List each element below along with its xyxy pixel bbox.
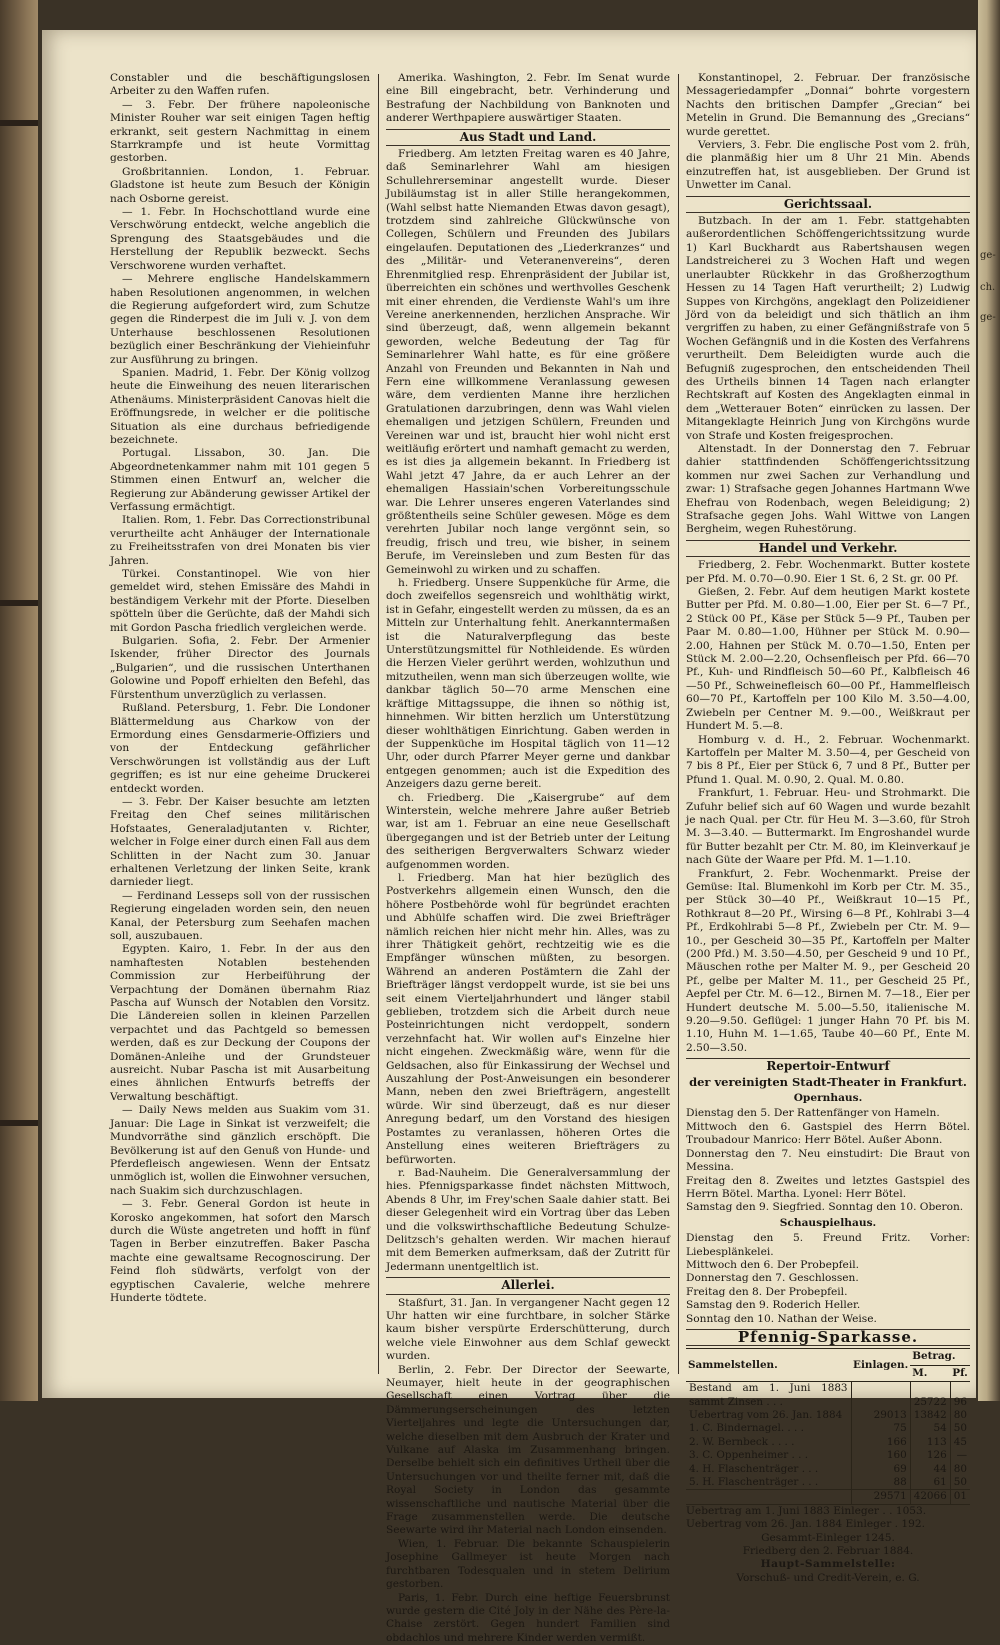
- table-row: [686, 1449, 970, 1462]
- table-header-row: [686, 1349, 970, 1365]
- footer-line: Gesammt-Einleger 1245.: [686, 1532, 970, 1545]
- article-paragraph: Friedberg. Am letzten Freitag waren es 40 Jahre, daß Seminarlehrer Wahl am hiesigen Schullehrerseminar angestellt wurde. Dieser Jubiläumstag ist in aller Stille herangekommen, (Wahl selbst hatte Niemanden Etwas davon gesagt), trotzdem sind zahlreiche Glückwünsche von Collegen, Schülern und Freunden des Jubilars eingelaufen. Deputationen des „Liederkranzes“ und des „Militär- und Veteranenvereins“, deren Ehrenmitglied resp. Ehrenpräsident der Jubilar ist, überreichten ein schönes und werthvolles Geschenk mit einer ehrenden, die Verdienste Wahl's um ihre Vereine anerkennenden, herzlichen Ansprache. Wir sind überzeugt, daß, wenn allgemein bekannt geworden, welche Bedeutung der Tag für Seminarlehrer Wahl hatte, es für eine größere Anzahl von Freunden und Bekannten in Nah und Fern eine willkommene Veranlassung gewesen wäre, dem verdienten Manne ihre herzlichen Gratulationen darzubringen, denn was Wahl vielen ehemaligen und jetzigen Schülern, Freunden und Vereinen war und ist, braucht hier wohl nicht erst weitläufig erörtert und namhaft gemacht zu werden, es ist dies ja allgemein bekannt. In Friedberg ist Wahl jetzt 47 Jahre, da er auch Lehrer an der ehemaligen Hassiain'schen Vorbereitungsschule war. Die Lehrer unseres engeren Vaterlandes sind größtentheils seine Schüler gewesen. Möge es dem verehrten Jubilar noch lange vergönnt sein, so freudig, frisch und treu, wie bisher, in seinem Berufe, im Vereinsleben und zum Besten für das Gemeinwohl zu wirken und zu schaffen.: [386, 148, 670, 577]
- table-cell: [851, 1382, 910, 1409]
- opera-heading: Opernhaus.: [686, 1092, 970, 1105]
- table-cell: 1. C. Bindernagel. . . .: [686, 1422, 851, 1435]
- article-paragraph: — 3. Febr. Der Kaiser besuchte am letzten Freitag den Chef seines militärischen Hofstaates, Generaladjutanten v. Richter, welcher in Folge einer durch einen Fall aus dem Schlitten in der Nacht zum 30. Januar erhaltenen Verletzung der linken Seite, krank darnieder liegt.: [110, 796, 370, 890]
- table-row: [686, 1436, 970, 1449]
- spine-band: [0, 120, 38, 126]
- theater-subheading: der vereinigten Stadt-Theater in Frankfurt.: [686, 1075, 970, 1090]
- savings-table: [686, 1348, 970, 1504]
- table-row: [686, 1476, 970, 1490]
- column-rule: [678, 74, 679, 1374]
- market-report: Homburg v. d. H., 2. Februar. Wochenmarkt. Kartoffeln per Malter M. 3.50—4, per Gescheid von 7 bis 8 Pf., Eier per Stück 6, 7 und 8 Pf., Butter per Pfund 1. Qual. M. 0.90, 2. Qual. M. 0.80.: [686, 734, 970, 788]
- table-cell: 61: [910, 1476, 950, 1490]
- table-sum-row: [686, 1490, 970, 1504]
- table-cell: 29571: [851, 1490, 910, 1504]
- article-paragraph: Constabler und die beschäftigungslosen Arbeiter zu den Waffen rufen.: [110, 72, 370, 99]
- book-spine: [0, 0, 38, 1401]
- program-line: Samstag den 9. Roderich Heller.: [686, 1299, 970, 1312]
- program-line: Dienstag den 5. Freund Fritz. Vorher: Liebesplänkelei.: [686, 1232, 970, 1259]
- edge-fragment: ge-: [980, 312, 996, 323]
- section-heading: Gerichtssaal.: [686, 196, 970, 213]
- savings-footer: [686, 1505, 970, 1585]
- section-heading: Handel und Verkehr.: [686, 540, 970, 557]
- article-paragraph: — 3. Febr. Der frühere napoleonische Minister Rouher war seit einigen Tagen heftig erkrankt, seit gestern Nachmittag in einem Starrkrampfe und ist heute Vormittag gestorben.: [110, 99, 370, 166]
- table-cell: Bestand am 1. Juni 1883 sammt Zinsen . . .: [686, 1382, 851, 1409]
- edge-fragment: ch.: [980, 282, 995, 293]
- table-row: [686, 1463, 970, 1476]
- article-paragraph: Egypten. Kairo, 1. Febr. In der aus den namhaftesten Notablen bestehenden Commission zur Herbeiführung der Verpachtung der Domänen übernahm Riaz Pascha auf Wunsch der Notablen den Vorsitz. Die Ländereien sollen in kleinen Parzellen verpachtet und das Pachtgeld so bemessen werden, daß es zur Deckung der Coupons der Domänen-Anleihe und der Grundsteuer ausreicht. Nubar Pascha ist mit Ausarbeitung eines ähnlichen Entwurfs betreffs der Verwaltung beschäftigt.: [110, 943, 370, 1104]
- article-paragraph: — Ferdinand Lesseps soll von der russischen Regierung eingeladen worden sein, den neuen Kanal, der Petersburg zum Seehafen machen soll, auszubauen.: [110, 890, 370, 944]
- footer-line: Uebertrag vom 26. Jan. 1884 Einleger . 192.: [686, 1518, 970, 1531]
- article-paragraph: Amerika. Washington, 2. Febr. Im Senat wurde eine Bill eingebracht, betr. Verhinderung und Bestrafung der Nachbildung von Banknoten und anderer Werthpapiere auswärtiger Staaten.: [386, 72, 670, 126]
- article-paragraph: — Mehrere englische Handelskammern haben Resolutionen angenommen, in welchen die Regierung aufgefordert wird, zum Schutze gegen die Rinderpest die im Juli v. J. von dem Unterhause beschlossenen Resolutionen bezüglich einer Beschränkung der Viehieinfuhr zur Ausführung zu bringen.: [110, 273, 370, 367]
- play-heading: Schauspielhaus.: [686, 1217, 970, 1230]
- table-cell: 80: [950, 1409, 970, 1422]
- program-line: Mittwoch den 6. Der Probepfeil.: [686, 1259, 970, 1272]
- article-paragraph: Türkei. Constantinopel. Wie von hier gemeldet wird, stehen Emissäre des Mahdi in beständigem Verkehr mit der Pforte. Dieselben spötteln über die Gerüchte, daß der Mahdi sich mit Gordon Pascha friedlich vergleichen werde.: [110, 568, 370, 635]
- table-cell: 50: [950, 1422, 970, 1435]
- spine-band: [0, 1120, 38, 1126]
- table-cell: [686, 1490, 851, 1504]
- table-cell: 25722: [910, 1382, 950, 1409]
- article-paragraph: Konstantinopel, 2. Februar. Der französische Messageriedampfer „Donnai“ bohrte vorgestern Nachts den britischen Dampfer „Grecian“ bei Metelin in Grund. Die Bemannung des „Grecians“ wurde gerettet.: [686, 72, 970, 139]
- table-row: [686, 1422, 970, 1435]
- article-paragraph: Staßfurt, 31. Jan. In vergangener Nacht gegen 12 Uhr hatten wir eine furchtbare, in solcher Stärke kaum bisher verspürte Erderschütterung, durch welche viele Einwohner aus dem Schlaf geweckt wurden.: [386, 1297, 670, 1364]
- article-paragraph: Berlin, 2. Febr. Der Director der Seewarte, Neumayer, hielt heute in der geographischen Gesellschaft einen Vortrag über die Dämmerungserscheinungen des letzten Vierteljahres und legte die Untersuchungen dar, welche dieselben mit dem Ausbruch der Krater und Vulkane auf Alaska im Zusammenhang bringen. Derselbe behielt sich ein definitives Urtheil über die Untersuchungen vor und theilte ferner mit, daß die Royal Society in London das gesammte wissenschaftliche und nautische Material über die Frage zusammenstellen werde. Die deutsche Seewarte wird ihr Material nach London einsenden.: [386, 1364, 670, 1538]
- table-cell: 50: [950, 1476, 970, 1490]
- program-line: Mittwoch den 6. Gastspiel des Herrn Bötel. Troubadour Manrico: Herr Bötel. Außer Abonn.: [686, 1121, 970, 1148]
- table-row: [686, 1382, 970, 1409]
- column-1: [110, 72, 370, 1382]
- table-cell: 160: [851, 1449, 910, 1462]
- article-paragraph: ch. Friedberg. Die „Kaisergrube“ auf dem Winterstein, welche mehrere Jahre außer Betrieb war, ist am 1. Februar an eine neue Gesellschaft übergegangen und ist der Betrieb unter der Leitung des seitherigen Bergverwalters Schwarz wieder aufgenommen worden.: [386, 792, 670, 872]
- article-paragraph: Butzbach. In der am 1. Febr. stattgehabten außerordentlichen Schöffengerichtssitzung wurde 1) Karl Buckhardt aus Rabertshausen wegen Landstreicherei zu 3 Wochen Haft und wegen unerlaubter Rückkehr in das Großherzogthum Hessen zu 14 Tagen Haft verurtheilt; 2) Ludwig Suppes von Kirchgöns, angeklagt den Polizeidiener Jörd von da beleidigt und sich thätlich an ihm vergriffen zu haben, zu einer Gefängnißstrafe von 5 Wochen Gefängniß und in die Kosten des Verfahrens verurtheilt. Dem Beleidigten wurde auch die Befugniß zugesprochen, den entscheidenden Theil des Urtheils binnen 14 Tagen nach erlangter Rechtskraft auf Kosten des Angeklagten einmal in dem „Wetterauer Boten“ einrücken zu lassen. Der Mitangeklagte Heinrich Jung von Kirchgöns wurde von Strafe und Kosten freigesprochen.: [686, 215, 970, 443]
- program-line: Freitag den 8. Der Probepfeil.: [686, 1286, 970, 1299]
- program-line: Donnerstag den 7. Neu einstudirt: Die Braut von Messina.: [686, 1148, 970, 1175]
- footer-line: Uebertrag am 1. Juni 1883 Einleger . . 1053.: [686, 1505, 970, 1518]
- table-cell: 44: [910, 1463, 950, 1476]
- table-cell: 126: [910, 1449, 950, 1462]
- article-paragraph: — 3. Febr. General Gordon ist heute in Korosko angekommen, hat sofort den Marsch durch die Wüste angetreten und hofft in fünf Tagen in Berber einzutreffen. Baker Pascha machte eine gewaltsame Recognoscirung. Der Feind floh südwärts, verfolgt von der egyptischen Cavalerie, welche mehrere Hunderte tödtete.: [110, 1198, 370, 1305]
- program-line: Donnerstag den 7. Geschlossen.: [686, 1272, 970, 1285]
- program-line: Samstag den 9. Siegfried. Sonntag den 10. Oberon.: [686, 1201, 970, 1214]
- table-cell: 01: [950, 1490, 970, 1504]
- opera-program: [686, 1107, 970, 1214]
- table-cell: 69: [851, 1463, 910, 1476]
- spine-band: [0, 600, 38, 606]
- play-program: [686, 1232, 970, 1326]
- article-paragraph: Paris, 1. Febr. Durch eine heftige Feuersbrunst wurde gestern die Cité Joly in der Nähe des Père-la-Chaise zerstört. Gegen hundert Familien sind obdachlos und mehrere Kinder werden vermißt.: [386, 1592, 670, 1645]
- table-cell: 13842: [910, 1409, 950, 1422]
- footer-line: Haupt-Sammelstelle:: [686, 1558, 970, 1571]
- table-cell: 96: [950, 1382, 970, 1409]
- program-line: Freitag den 8. Zweites und letztes Gastspiel des Herrn Bötel. Martha. Lyonel: Herr Bötel.: [686, 1175, 970, 1202]
- table-cell: 3. C. Oppenheimer . . .: [686, 1449, 851, 1462]
- column-3: [686, 72, 970, 1382]
- table-row: [686, 1409, 970, 1422]
- article-paragraph: Verviers, 3. Febr. Die englische Post vom 2. früh, die planmäßig hier um 8 Uhr 21 Min. Abends einzutreffen hat, ist ausgeblieben. Der Grund ist Unwetter im Canal.: [686, 139, 970, 193]
- market-report: Gießen, 2. Febr. Auf dem heutigen Markt kostete Butter per Pfd. M. 0.80—1.00, Eier per St. 6—7 Pf., 2 Stück 00 Pf., Käse per Stück 5—9 Pf., Tauben per Paar M. 0.80—1.00, Hühner per Stück M. 0.90—2.00, Hahnen per Stück M. 0.70—1.50, Enten per Stück M. 2.00—2.20, Ochsenfleisch per Pfd. 66—70 Pf., Kuh- und Rindfleisch 50—60 Pf., Kalbfleisch 46—50 Pf., Schweinefleisch 60—00 Pf., Hammelfleisch 60—70 Pf., Kartoffeln per 100 Kilo M. 3.50—4.00, Zwiebeln per Centner M. 9.—00., Weißkraut per Hundert M. 5.—8.: [686, 586, 970, 733]
- article-paragraph: Rußland. Petersburg, 1. Febr. Die Londoner Blättermeldung aus Charkow von der Ermordung eines Gensdarmerie-Offiziers und von der Entdeckung gefährlicher Verschwörungen ist vollständig aus der Luft gegriffen; es ist nur eine geheime Druckerei entdeckt worden.: [110, 702, 370, 796]
- table-cell: 42066: [910, 1490, 950, 1504]
- table-cell: 5. H. Flaschenträger . . .: [686, 1476, 851, 1490]
- table-cell: 75: [851, 1422, 910, 1435]
- program-line: Dienstag den 5. Der Rattenfänger von Hameln.: [686, 1107, 970, 1120]
- article-paragraph: Wien, 1. Februar. Die bekannte Schauspielerin Josephine Gallmeyer ist heute Morgen nach furchtbaren Todesqualen und in stetem Delirium gestorben.: [386, 1538, 670, 1592]
- market-report: Frankfurt, 2. Febr. Wochenmarkt. Preise der Gemüse: Ital. Blumenkohl im Korb per Ctr. M. 35., per Stück 30—40 Pf., Weißkraut 10—15 Pf., Rothkraut 8—20 Pf., Wirsing 6—8 Pf., Kohlrabi 3—4 Pf., Erdkohlrabi 5—8 Pf., Zwiebeln per Ctr. M. 9—10., per Gescheid 30—35 Pf., Kartoffeln per Malter (200 Pfd.) M. 3.50—4.50, per Gescheid 9 und 10 Pf., Mäuschen rothe per Malter M. 9., per Gescheid 20 Pf., gelbe per Malter M. 11., per Gescheid 25 Pf., Aepfel per Ctr. M. 6—12., Birnen M. 7—18., Eier per Hundert deutsche M. 5.00—5.50, italienische M. 9.20—9.50. Geflügel: 1 junger Hahn 70 Pf. bis M. 1.10, Huhn M. 1—1.65, Taube 40—60 Pf., Ente M. 2.50—3.50.: [686, 868, 970, 1056]
- article-paragraph: r. Bad-Nauheim. Die Generalversammlung der hies. Pfennigsparkasse findet nächsten Mittwoch, Abends 8 Uhr, im Frey'schen Saale dahier statt. Bei dieser Gelegenheit wird ein Vortrag über das Leben und die volkswirthschaftliche Bedeutung Schulze-Delitzsch's gehalten werden. Wir machen hierauf mit dem Bemerken aufmerksam, daß der Zutritt für Jedermann unentgeltlich ist.: [386, 1167, 670, 1274]
- market-report: Friedberg, 2. Febr. Wochenmarkt. Butter kostete per Pfd. M. 0.70—0.90. Eier 1 St. 6, 2 St. gr. 00 Pf.: [686, 559, 970, 586]
- article-paragraph: h. Friedberg. Unsere Suppenküche für Arme, die doch zweifellos segensreich und wohlthätig wirkt, ist in Gefahr, eingestellt werden zu müssen, da es an Mitteln zur Unterhaltung fehlt. Anerkanntermaßen ist die Naturalverpflegung das beste Unterstützungsmittel für Nothleidende. Es würden die Herzen Vieler gerührt werden, wohlzuthun und mitzutheilen, wenn man sich überzeugen wollte, wie dankbar täglich 50—70 arme Menschen eine kräftige Mittagssuppe, die ihnen so nöthig ist, hinnehmen. Wir bitten herzlich um Unterstützung dieser wohlthätigen Einrichtung. Gaben werden in der Suppenküche im Hospital täglich von 11—12 Uhr, oder durch Pfarrer Meyer gerne und dankbar entgegen genommen; auch ist die Expedition des Anzeigers dazu gerne bereit.: [386, 577, 670, 792]
- table-cell: 4. H. Flaschenträger . . .: [686, 1463, 851, 1476]
- table-cell: 113: [910, 1436, 950, 1449]
- footer-line: Vorschuß- und Credit-Verein, e. G.: [686, 1572, 970, 1585]
- column-2: [386, 72, 670, 1382]
- section-heading: Aus Stadt und Land.: [386, 129, 670, 146]
- article-paragraph: Italien. Rom, 1. Febr. Das Correctionstribunal verurtheilte acht Anhäuger der Internationale zu Freiheitsstrafen von drei Monaten bis vier Jahren.: [110, 514, 370, 568]
- table-cell: 45: [950, 1436, 970, 1449]
- program-line: Sonntag den 10. Nathan der Weise.: [686, 1313, 970, 1326]
- table-header: Betrag.: [910, 1349, 970, 1365]
- table-cell: 88: [851, 1476, 910, 1490]
- savings-heading: Pfennig-Sparkasse.: [686, 1329, 970, 1346]
- article-paragraph: l. Friedberg. Man hat hier bezüglich des Postverkehrs allgemein einen Wunsch, den die höhere Postbehörde wohl für begründet erachten und Abhülfe schaffen wird. Die zwei Briefträger nämlich reichen hier nicht mehr hin. Alles, was zu ihrer Thätigkeit gehört, rechtzeitig wie es die Empfänger wünschen müßten, zu besorgen. Während an anderen Postämtern die Zahl der Briefträger längst verdoppelt wurde, ist sie bei uns seit einem Vierteljahrhundert und länger stabil geblieben, trotzdem sich die Arbeit durch neue Posteinrichtungen nicht verdoppelt, sondern verzehnfacht hat. Wir wollen auf's Einzelne hier nicht eingehen. Zweckmäßig wäre, wenn für die Geldsachen, also für Einkassirung der Wechsel und Auszahlung der Post-Anweisungen ein besonderer Mann, neben den zwei Briefträgern, angestellt würde. Wir sind überzeugt, daß es nur dieser Anregung bedarf, um den Vorstand des hiesigen Postamtes zu veranlassen, höheren Ortes die Anstellung eines weiteren Briefträgers zu befürworten.: [386, 872, 670, 1167]
- table-cell: Uebertrag vom 26. Jan. 1884: [686, 1409, 851, 1422]
- table-header: Einlagen.: [851, 1349, 910, 1382]
- footer-line: Friedberg den 2. Februar 1884.: [686, 1545, 970, 1558]
- table-cell: 29013: [851, 1409, 910, 1422]
- column-rule: [378, 74, 379, 1374]
- article-paragraph: Altenstadt. In der Donnerstag den 7. Februar dahier stattfindenden Schöffengerichtssitzung kommen nur zwei Sachen zur Verhandlung und zwar: 1) Strafsache gegen Johannes Hartmann Wwe Ehefrau von Rodenbach, wegen Beleidigung; 2) Strafsache gegen Johs. Wahl Wittwe von Langen Bergheim, wegen Ruhestörung.: [686, 443, 970, 537]
- market-report: Frankfurt, 1. Februar. Heu- und Strohmarkt. Die Zufuhr belief sich auf 60 Wagen und wurde bezahlt je nach Qual. per Ctr. für Heu M. 3—3.60, für Stroh M. 3—3.40. — Buttermarkt. Im Engroshandel wurde für Butter bezahlt per Ctr. M. 80, im Kleinverkauf je nach Güte der Waare per Pfd. M. 1—1.10.: [686, 787, 970, 867]
- table-cell: 54: [910, 1422, 950, 1435]
- next-page-edge: [978, 0, 1000, 1401]
- article-paragraph: — 1. Febr. In Hochschottland wurde eine Verschwörung entdeckt, welche angeblich die Sprengung des Staatsgebäudes und die Herstellung der Republik bezweckt. Sechs Verschworene wurden verhaftet.: [110, 206, 370, 273]
- table-cell: 166: [851, 1436, 910, 1449]
- table-header: Pf.: [950, 1365, 970, 1381]
- theater-heading: Repertoir-Entwurf: [686, 1058, 970, 1074]
- article-paragraph: — Daily News melden aus Suakim vom 31. Januar: Die Lage in Sinkat ist verzweifelt; die Mundvorräthe sind gänzlich erschöpft. Die Bevölkerung ist auf den Genuß von Hunde- und Pferdefleisch angewiesen. Wenn der Entsatz unmöglich ist, wollen die Einwohner versuchen, nach Suakim sich durchzuschlagen.: [110, 1104, 370, 1198]
- article-paragraph: Portugal. Lissabon, 30. Jan. Die Abgeordnetenkammer nahm mit 101 gegen 5 Stimmen einen Entwurf an, welcher die Regierung zur Abänderung gewisser Artikel der Verfassung ermächtigt.: [110, 447, 370, 514]
- table-cell: 2. W. Bernbeck . . . .: [686, 1436, 851, 1449]
- newspaper-page: [42, 30, 976, 1398]
- table-cell: 80: [950, 1463, 970, 1476]
- table-cell: —: [950, 1449, 970, 1462]
- table-header: Sammelstellen.: [686, 1349, 851, 1382]
- edge-fragment: ge-: [980, 250, 996, 261]
- article-paragraph: Spanien. Madrid, 1. Febr. Der König vollzog heute die Einweihung des neuen literarischen Athenäums. Ministerpräsident Canovas hielt die Eröffnungsrede, in welcher er die politische Situation als eine durchaus befriedigende bezeichnete.: [110, 367, 370, 447]
- article-paragraph: Bulgarien. Sofia, 2. Febr. Der Armenier Iskender, früher Director des Journals „Bulgarien“, und die russischen Unterthanen Golowine und Popoff erhielten den Befehl, das Fürstenthum unverzüglich zu verlassen.: [110, 635, 370, 702]
- table-header: M.: [910, 1365, 950, 1381]
- section-heading: Allerlei.: [386, 1277, 670, 1294]
- article-paragraph: Großbritannien. London, 1. Februar. Gladstone ist heute zum Besuch der Königin nach Osborne gereist.: [110, 166, 370, 206]
